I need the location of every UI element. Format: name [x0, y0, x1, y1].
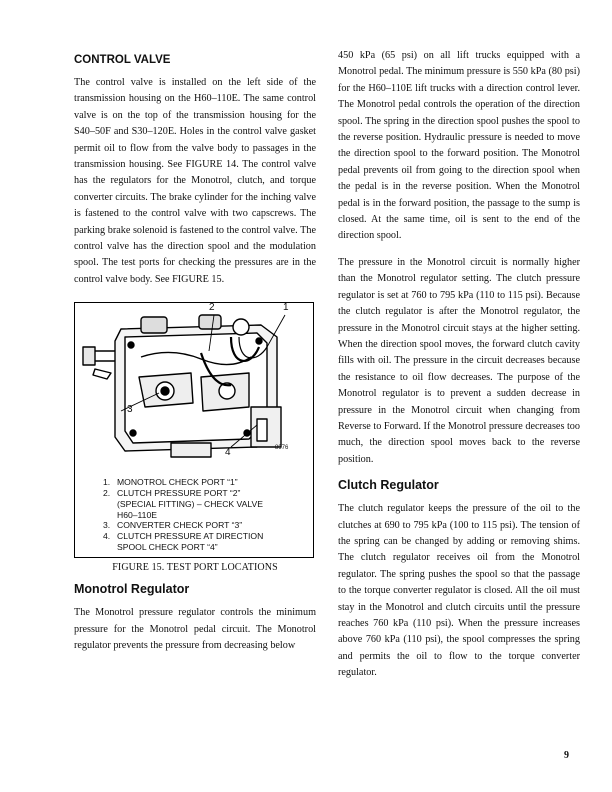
section-heading-clutch-regulator: Clutch Regulator: [338, 478, 439, 493]
monotrol-regulator-paragraph: The Monotrol pressure regulator controls the minimum pressure for the Monotrol pedal circuit. The Monotrol regulator prevents the pressure from decreasing below: [74, 607, 316, 652]
section-heading-control-valve: CONTROL VALVE: [74, 54, 171, 66]
control-valve-diagram: [81, 307, 307, 473]
callout-4: 4: [225, 447, 231, 459]
figure-legend: [103, 477, 303, 553]
legend-item: 4. CLUTCH PRESSURE AT DIRECTION SPOOL CHECK PORT “4”: [103, 531, 264, 553]
control-valve-paragraph: The control valve is installed on the left side of the transmission housing on the H60–110E. The same control valve is on the top of the transmission housing for the S40–50F and S30–120E. Holes in the control valve gasket permit oil to flow from the valve body to passages in the transmission housing. See FIGURE 14. The control valve has the regulators for the Monotrol, clutch, and torque converter circuits. The brake cylinder for the inching valve is fastened to the control valve with two capscrews. The parking brake solenoid is fastened to the control valve. The control valve has the direction spool and the modulation spool. The test ports for checking the pressures are in the control valve body. See FIGURE 15.: [74, 77, 316, 285]
section-heading-monotrol-regulator: Monotrol Regulator: [74, 582, 190, 597]
callout-3: 3: [127, 404, 133, 416]
callout-2: 2: [209, 302, 215, 314]
legend-item: 1. MONOTROL CHECK PORT “1”: [103, 477, 238, 488]
page-number: 9: [564, 750, 569, 761]
right-column: [338, 48, 580, 692]
figure-15-box: [74, 302, 314, 558]
callout-1: 1: [283, 302, 289, 314]
figure-id: 8976: [275, 445, 289, 452]
figure-caption: FIGURE 15. TEST PORT LOCATIONS: [112, 562, 278, 574]
monotrol-circuit-paragraph: The pressure in the Monotrol circuit is normally higher than the Monotrol regulator setting. The clutch pressure regulator is set at 760 to 795 kPa (110 to 115 psi). Because the clutch regulator is after the Monotrol regulator, the pressure in the Monotrol circuit stays at the higher setting. When the direction spool moves, the forward clutch cavity fills with oil. The pressure in the circuit decreases because the resistance to oil flow decreases. The purpose of the Monotrol regulator is to prevent a sudden decrease in pressure in the Monotrol circuit when changing from Reverse to Forward. If the Monotrol pressure decreases too much, the direction spool moves back to the reverse position.: [338, 256, 580, 465]
legend-item: 3. CONVERTER CHECK PORT “3”: [103, 520, 243, 531]
monotrol-continued-paragraph: 450 kPa (65 psi) on all lift trucks equipped with a Monotrol pedal. The minimum pressure is 550 kPa (80 psi) for the H60–110E lift trucks with a direction control lever. The Monotrol pedal controls the operation of the direction spool. The spring in the direction spool pushes the spool to the reverse position. Hydraulic pressure is needed to move the direction spool to the forward position. The Monotrol pedal prevents oil from going to the direction spool when the pedal is in the reverse position. When the Monotrol pedal is in the forward position, the passage to the sump is closed. At the same time, oil is sent to the end of the direction spool.: [338, 50, 580, 242]
legend-item: 2. CLUTCH PRESSURE PORT “2” (SPECIAL FITTING) – CHECK VALVE H60–110E: [103, 488, 263, 520]
left-column: [74, 48, 316, 665]
clutch-regulator-paragraph: The clutch regulator keeps the pressure of the oil to the clutches at 690 to 795 kPa (100 to 115 psi). The tension of the spring can be changed by adding or removing shims. The clutch regulator receives oil from the Monotrol regulator. The spring pushes the spool so that the passage to the torque converter regulator is closed. All the oil must stay in the Monotrol and clutch circuits until the pressure reaches 760 kPa (110 psi). When the pressure increases above 760 kPa (110 psi), the spool compresses the spring and permits the oil to flow to the torque converter regulator.: [338, 503, 580, 679]
